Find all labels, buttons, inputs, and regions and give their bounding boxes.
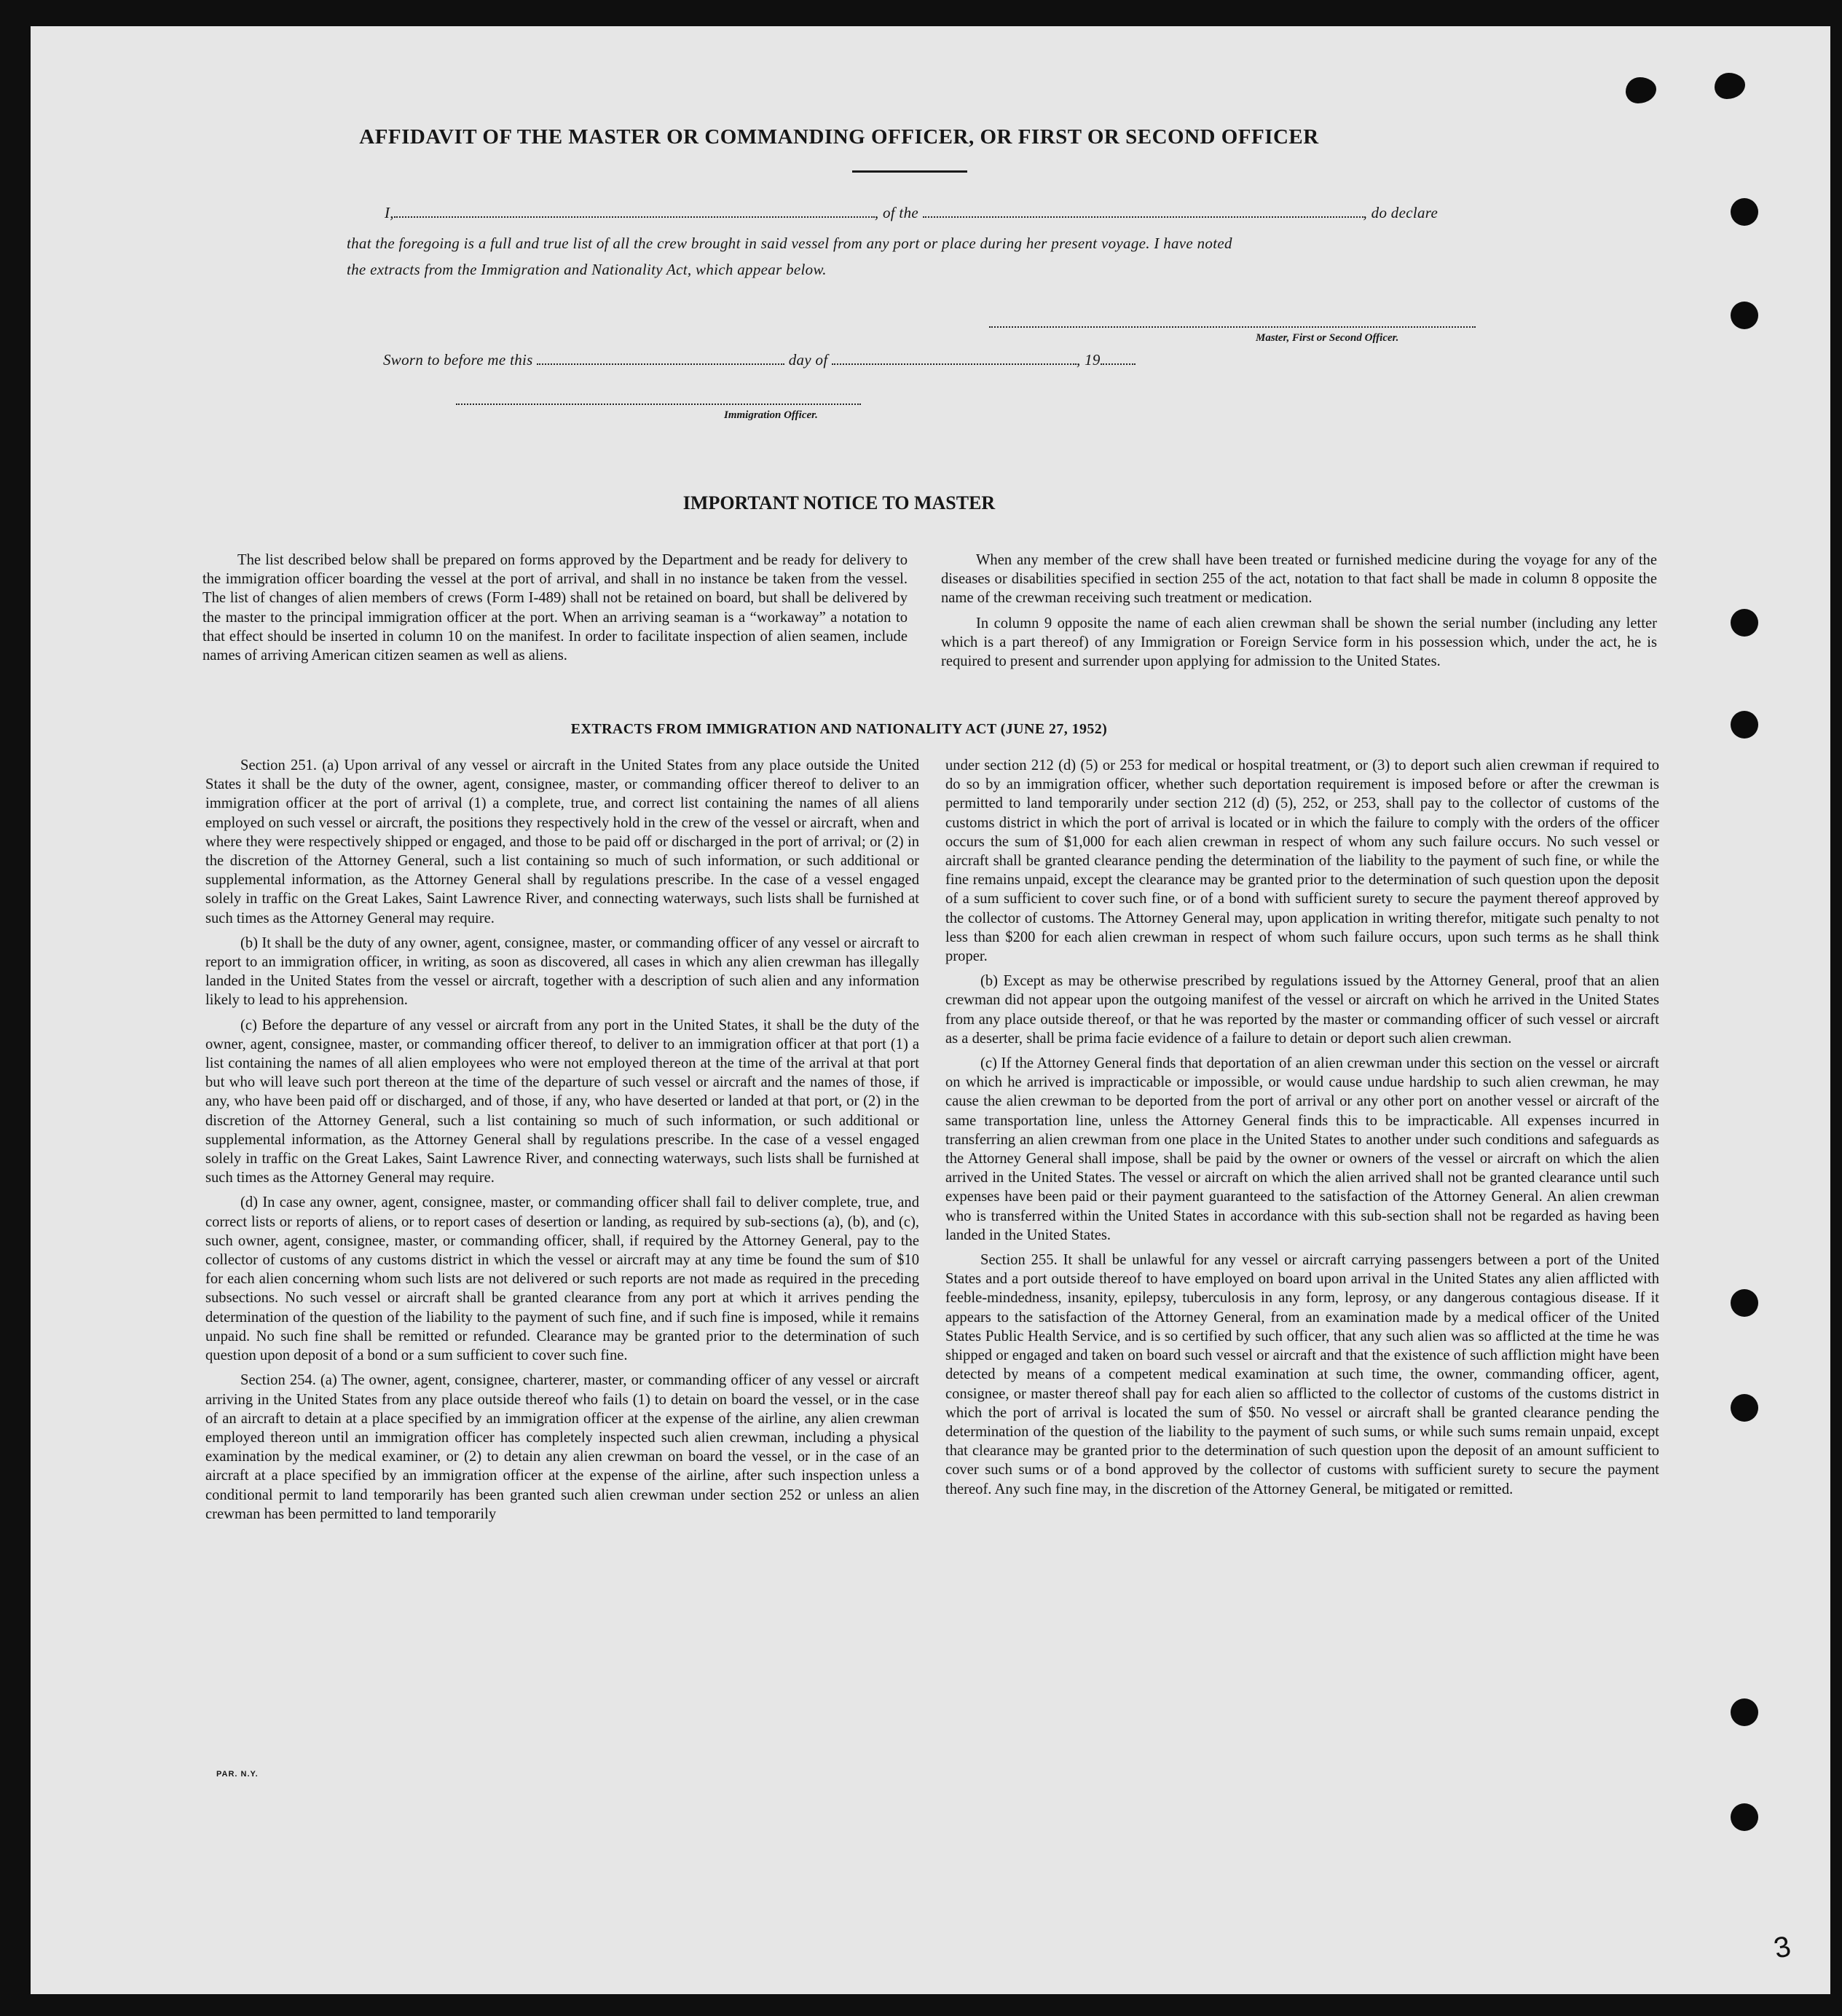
punch-hole [1731, 302, 1758, 329]
punch-hole [1731, 711, 1758, 739]
statute-paragraph: (b) It shall be the duty of any owner, agent, consignee, master, or commanding officer of any vessel or aircraft to report to an immigration officer, in writing, as soon as discovered, all cases in which any alien crewman has illegally landed in the United States from the vessel or aircraft, together with a description of such alien and any information likely to lead to his apprehension. [205, 934, 919, 1009]
punch-hole [1731, 609, 1758, 637]
punch-hole [1731, 198, 1758, 226]
affidavit-i-label: I, [385, 204, 394, 221]
punch-hole [1731, 1289, 1758, 1317]
punch-hole [1715, 73, 1745, 99]
affidavit-line-3: the extracts from the Immigration and Nationality Act, which appear below. [347, 261, 827, 278]
sworn-year-label: , 19 [1077, 351, 1101, 369]
extracts-title: EXTRACTS FROM IMMIGRATION AND NATIONALITY ACT (JUNE 27, 1952) [570, 721, 1108, 737]
notice-paragraph: The list described below shall be prepared on forms approved by the Department and be ready for delivery to the immigration officer boarding the vessel at the port of arrival, and shall in no instance be taken from the vessel. The list of changes of alien members of crews (Form I-489) shall not be retained on board, but shall be delivered by the master to the principal immigration officer at the port. When an arriving seaman is a “workaway” a notation to that effect should be inserted in column 10 on the manifest. In order to facilitate inspection of alien seamen, include names of arriving American citizen seamen as well as aliens. [202, 552, 908, 664]
sworn-month-field[interactable] [832, 363, 1077, 365]
print-code: PAR. N.Y. [216, 1770, 259, 1779]
sworn-day-field[interactable] [537, 363, 784, 365]
statute-paragraph: Section 251. (a) Upon arrival of any vessel or aircraft in the United States from any place outside the United States it shall be the duty of the owner, agent, consignee, master, or commanding officer thereof to deliver to an immigration officer at the port of arrival (1) a complete, true, and correct list containing the names of all aliens employed on such vessel or aircraft, the positions they respectively hold in the crew of the vessel or aircraft, when and where they were respectively shipped or engaged, and those to be paid off or discharged in the port of arrival; or (2) in the discretion of the Attorney General, such a list containing so much of such information, or such additional or supplemental information, as the Attorney General shall by regulations prescribe. In the case of a vessel engaged solely in traffic on the Great Lakes, Saint Lawrence River, and connecting waterways, such lists shall be furnished at such times as the Attorney General may require. [205, 757, 919, 926]
master-signature-line[interactable] [989, 326, 1476, 328]
statute-paragraph: (d) In case any owner, agent, consignee, master, or commanding officer shall fail to deliver complete, true, and correct lists or reports of aliens, or to report cases of desertion or landing, as required by sub-sections (a), (b), and (c), such owner, agent, consignee, master, or commanding officer, shall, if required by the Attorney General, pay to the collector of customs of any customs district in which the vessel or aircraft may at any time be found the sum of $10 for each alien concerning whom such lists are not delivered or such reports are not made as required in the preceding subsections. No such vessel or aircraft shall be granted clearance from any port at which it arrives pending the determination of the question of the liability to the payment of such fine, and if such fine is imposed, while it remains unpaid. No such fine shall be remitted or refunded. Clearance may be granted prior to the determination of such question upon deposit of a bond or a sum sufficient to cover such fine. [205, 1194, 919, 1364]
sworn-year-field[interactable] [1101, 363, 1135, 365]
punch-hole [1731, 1394, 1758, 1422]
affidavit-declare-label: , do declare [1363, 204, 1438, 221]
affidavit-title: AFFIDAVIT OF THE MASTER OR COMMANDING OFFICER, OR FIRST OR SECOND OFFICER [359, 125, 1319, 149]
notice-paragraph: In column 9 opposite the name of each alien crewman shall be shown the serial number (including any letter which is a part thereof) of any Immigration or Foreign Service form in his possession which, under the act, he is required to present and surrender upon applying for admission to the United States. [941, 615, 1657, 670]
sworn-prefix: Sworn to before me this [383, 351, 533, 369]
notice-title: IMPORTANT NOTICE TO MASTER [682, 492, 996, 513]
punch-hole [1626, 77, 1656, 103]
statute-paragraph: (c) If the Attorney General finds that deportation of an alien crewman under this section on the vessel or aircraft on which he arrived is impracticable or impossible, or would cause undue hardship to such alien crewman, he may cause the alien crewman to be deported from the port of arrival or any other port on another vessel or aircraft of the same transportation line, unless the Attorney General finds this to be impracticable. All expenses incurred in transferring an alien crewman from one place in the United States to another under such conditions and safeguards as the Attorney General shall impose, shall be paid by the owner or owners of the vessel or aircraft on which the alien arrived in the United States. The vessel or aircraft on which the alien arrived shall not be granted clearance until such expenses have been paid or their payment guaranteed to the satisfaction of the Attorney General. An alien crewman who is transferred within the United States in accordance with this sub-section shall not be regarded as having been landed in the United States. [945, 1055, 1659, 1243]
vessel-field[interactable] [923, 216, 1363, 218]
sworn-line [383, 351, 1135, 369]
affidavit-line-2: that the foregoing is a full and true list of all the crew brought in said vessel from any port or place during her present voyage. I have noted [347, 235, 1232, 252]
notice-paragraph: When any member of the crew shall have been treated or furnished medicine during the voyage for any of the diseases or disabilities specified in section 255 of the act, notation to that fact shall be made in column 8 opposite the name of the crewman receiving such treatment or medication. [941, 552, 1657, 607]
officer-signature-line[interactable] [456, 403, 861, 405]
master-caption: Master, First or Second Officer. [1256, 332, 1399, 344]
statute-paragraph: Section 255. It shall be unlawful for any vessel or aircraft carrying passengers between a port of the United States and a port outside thereof to have employed on board upon arrival in the United States any alien afflicted with feeble-mindedness, insanity, epilepsy, tuberculosis in any form, leprosy, or any dangerous contagious disease. If it appears to the satisfaction of the Attorney General, from an examination made by a medical officer of the United States Public Health Service, and is so certified by such officer, that any such alien was so afflicted at the time he was shipped or engaged and taken on board such vessel or aircraft and that the existence of such affliction might have been detected by means of a competent medical examination at such time, the owner, commanding officer, agent, consignee, or master thereof shall pay for each alien so afflicted to the collector of customs of the customs district in which the port of arrival is located the sum of $50. No vessel or aircraft shall be granted clearance pending the determination of the question of the liability to the payment of such sums, or while such sums remain unpaid, except that clearance may be granted prior to the determination of such question upon the deposit of an amount sufficient to cover such sums or of a bond approved by the collector of customs with sufficient surety to secure the payment thereof. Any such fine may, in the discretion of the Attorney General, be mitigated or remitted. [945, 1252, 1659, 1497]
notice-right-column [941, 551, 1657, 671]
affidavit-line-1 [385, 204, 1438, 222]
extracts-left-column [205, 756, 919, 1524]
affidavit-of-the-label: , of the [874, 204, 918, 221]
officer-caption: Immigration Officer. [724, 409, 818, 421]
statute-paragraph: (b) Except as may be otherwise prescribed by regulations issued by the Attorney General, proof that an alien crewman did not appear upon the outgoing manifest of the vessel or aircraft on which he arrived in the United States from any place outside thereof, or that he was reported by the master or commanding officer of such vessel or aircraft as a deserter, shall be prima facie evidence of a failure to detain or deport such alien crewman. [945, 973, 1659, 1047]
statute-paragraph: (c) Before the departure of any vessel or aircraft from any port in the United States, it shall be the duty of the owner, agent, consignee, master, or commanding officer thereof, to deliver to an immigration officer at that port (1) a list containing the names of all alien employees who were not employed thereon at the time of the arrival at that port but who will leave such port thereon at the time of the departure of such vessel or aircraft and the names of those, if any, who have been paid off or discharged, and of those, if any, who have deserted or landed at that port, or (2) in the discretion of the Attorney General, such a list containing so much of such information, or such additional or supplemental information, as the Attorney General shall by regulations prescribe. In the case of a vessel engaged solely in traffic on the Great Lakes, Saint Lawrence River, and connecting waterways, such lists shall be furnished at such times as the Attorney General may require. [205, 1017, 919, 1186]
notice-left-column [202, 551, 908, 665]
document-page [31, 26, 1830, 1994]
extracts-right-column [945, 756, 1659, 1499]
punch-hole [1731, 1803, 1758, 1831]
punch-hole [1731, 1698, 1758, 1726]
statute-paragraph: Section 254. (a) The owner, agent, consignee, charterer, master, or commanding officer of any vessel or aircraft arriving in the United States from any place outside thereof who fails (1) to detain on board the vessel, or in the case of an aircraft to detain at a place specified by an immigration officer at the expense of the airline, any alien crewman employed thereon until an immigration officer has completely inspected such alien crewman, including a physical examination by the medical examiner, or (2) to detain any alien crewman on board the vessel, or in the case of an aircraft at a place specified by an immigration officer at the expense of the airline, after such inspection unless a conditional permit to land temporarily has been granted such alien crewman under section 252 or unless an alien crewman has been permitted to land temporarily [205, 1372, 919, 1522]
page-number-mark: 3 [1771, 1930, 1794, 1965]
sworn-day-label: day of [788, 351, 828, 369]
statute-paragraph: under section 212 (d) (5) or 253 for medical or hospital treatment, or (3) to deport such alien crewman if required to do so by an immigration officer, whether such deportation requirement is imposed before or after the crewman is permitted to land temporarily under section 212 (d) (5), 252, or 253, shall pay to the collector of customs of the customs district in which the port of arrival is located or in which the failure to comply with the orders of the officer occurs the sum of $1,000 for each alien crewman in respect of whom any such failure occurs. No such vessel or aircraft shall be granted clearance pending the determination of the liability to the payment of such fine, or while the fine remains unpaid, except the clearance may be granted prior to the determination of such question upon the deposit of a sum sufficient to cover such fine, or of a bond with sufficient surety to secure the payment thereof approved by the collector of customs. The Attorney General may, upon application in writing therefor, mitigate such penalty to not less than $200 for each alien crewman in respect of whom such failure occurs, upon such terms as he shall think proper. [945, 757, 1659, 965]
title-rule [852, 170, 967, 173]
name-field[interactable] [394, 216, 875, 218]
